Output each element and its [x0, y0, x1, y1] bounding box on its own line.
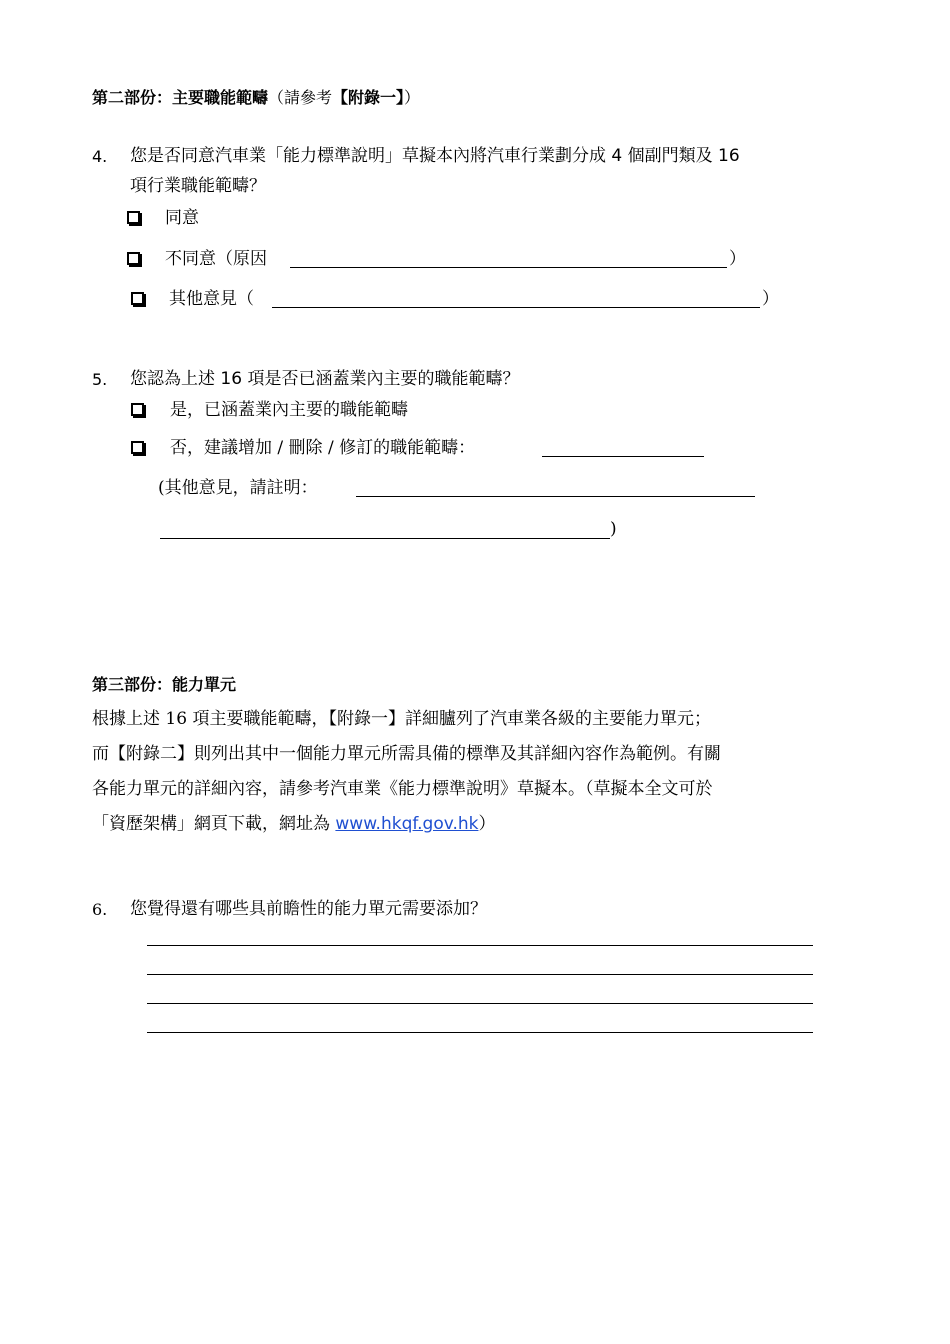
- q4-other-checkbox[interactable]: [131, 292, 144, 305]
- q5-number: 5.: [92, 370, 108, 389]
- q6-number: 6.: [92, 900, 108, 919]
- part2-heading-note-close: ）: [404, 88, 421, 107]
- hkqf-website-link[interactable]: www.hkqf.gov.hk: [335, 814, 479, 834]
- q6-answer-line-3[interactable]: [147, 1003, 813, 1004]
- part2-heading: 第二部份：主要職能範疇: [92, 88, 269, 107]
- q4-other-close: ）: [762, 289, 779, 309]
- part3-line4-text: 「資歷架構」網頁下載，網址為: [92, 814, 336, 834]
- part2-heading-note-open: （請參考: [268, 88, 333, 107]
- q5-no-blank[interactable]: [542, 456, 704, 457]
- q5-yes-label: 是，已涵蓋業內主要的職能範疇: [170, 400, 408, 420]
- part3-line4-close: ）: [478, 814, 496, 834]
- q4-other-blank[interactable]: [272, 307, 760, 308]
- q4-disagree-reason-blank[interactable]: [290, 267, 727, 268]
- q5-other-label: (其他意見，請註明：: [158, 478, 318, 498]
- part2-heading-note-ref: 【附錄一】: [332, 88, 405, 107]
- part3-heading: 第三部份：能力單元: [92, 675, 237, 694]
- q5-text: 您認為上述 16 項是否已涵蓋業內主要的職能範疇？: [130, 369, 520, 389]
- q6-text: 您覺得還有哪些具前瞻性的能力單元需要添加？: [130, 899, 487, 919]
- q4-number: 4.: [92, 147, 108, 166]
- q5-other-blank-1[interactable]: [356, 496, 755, 497]
- q4-agree-checkbox[interactable]: [127, 211, 140, 224]
- part2-heading-row: [92, 87, 420, 109]
- part3-paragraph-line4: [92, 813, 495, 835]
- q4-text-line2: 項行業職能範疇？: [130, 176, 266, 196]
- q4-other-label: 其他意見（: [169, 289, 254, 309]
- q5-no-label: 否，建議增加 / 刪除 / 修訂的職能範疇：: [170, 438, 476, 458]
- q5-other-close: ): [610, 519, 617, 539]
- q4-disagree-label: 不同意（原因: [165, 249, 267, 269]
- q4-text-line1: 您是否同意汽車業「能力標準說明」草擬本內將汽車行業劃分成 4 個副門類及 16: [130, 146, 740, 166]
- q5-no-checkbox[interactable]: [131, 441, 144, 454]
- q4-disagree-checkbox[interactable]: [127, 252, 140, 265]
- q6-answer-line-1[interactable]: [147, 945, 813, 946]
- q4-agree-label: 同意: [165, 208, 199, 228]
- q6-answer-line-2[interactable]: [147, 974, 813, 975]
- part3-paragraph-line3: 各能力單元的詳細內容，請參考汽車業《能力標準說明》草擬本。（草擬本全文可於: [92, 779, 713, 799]
- q5-yes-checkbox[interactable]: [131, 403, 144, 416]
- part3-paragraph-line1: 根據上述 16 項主要職能範疇，【附錄一】詳細臚列了汽車業各級的主要能力單元；: [92, 709, 711, 729]
- q6-answer-line-4[interactable]: [147, 1032, 813, 1033]
- part3-paragraph-line2: 而【附錄二】則列出其中一個能力單元所需具備的標準及其詳細內容作為範例。有關: [92, 744, 721, 764]
- q5-other-blank-2[interactable]: [160, 538, 610, 539]
- q4-disagree-close: ）: [729, 249, 746, 269]
